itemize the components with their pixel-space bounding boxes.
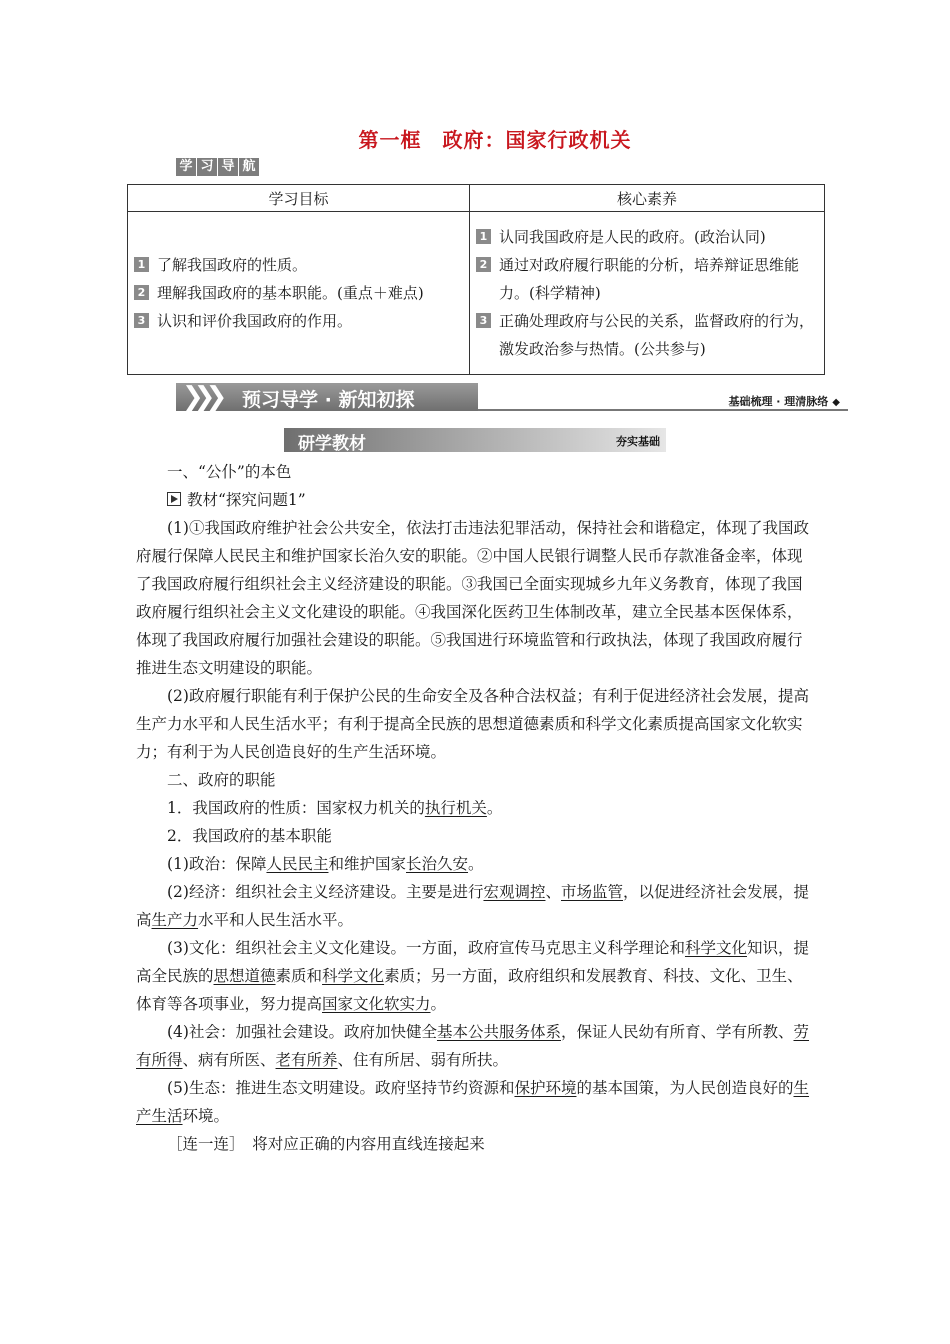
page-title: 第一框 政府：国家行政机关: [358, 128, 632, 152]
tag-char: 航: [239, 158, 259, 176]
political-function: (1)政治：保障人民民主和维护国家长治久安。: [167, 855, 484, 873]
goal-text: 认识和评价我国政府的作用。: [157, 312, 353, 330]
ecological-function: (5)生态：推进生态文明建设。政府坚持节约资源和保护环境的基本国策，为人民创造良好的生产生活环境。: [136, 1079, 810, 1125]
study-guide-tag: [176, 158, 259, 176]
cultural-function: (3)文化：组织社会主义文化建设。一方面，政府宣传马克思主义科学理论和科学文化知识，提高全民族的思想道德素质和科学文化素质；另一方面，政府组织和发展教育、科技、文化、卫生、体育等各项事业，努力提高国家文化软实力。: [136, 939, 809, 1013]
answer-blank: 老有所养: [275, 1051, 338, 1069]
answer-blank: 生产力: [151, 911, 199, 929]
goals-table: [127, 184, 825, 375]
answer-blank: 生产生活: [136, 1079, 810, 1125]
tag-char: 习: [197, 158, 217, 176]
play-icon: [167, 492, 181, 506]
goals-cell: [128, 212, 470, 375]
answer-blank: 市场监管: [561, 883, 624, 901]
number-icon: 3: [134, 313, 149, 328]
answer-blank: 人民民主: [266, 855, 329, 873]
goals-header: 学习目标: [128, 185, 470, 212]
literacy-item: [476, 223, 818, 251]
goal-item: [134, 307, 463, 335]
answer-blank: 科学文化: [322, 967, 385, 985]
answer-blank: 保护环境: [514, 1079, 577, 1097]
number-icon: 2: [134, 285, 149, 300]
answer-blank: 宏观调控: [483, 883, 546, 901]
number-icon: 2: [476, 257, 491, 272]
answer-blank: 长治久安: [406, 855, 469, 873]
paragraph: (2)政府履行职能有利于保护公民的生命安全及各种合法权益；有利于促进经济社会发展，提高生产力水平和人民生活水平；有利于提高全民族的思想道德素质和科学文化素质提高国家文化软实力；有利于为人民创造良好的生产生活环境。: [136, 687, 809, 761]
answer-blank: 科学文化: [684, 939, 747, 957]
sub-banner-subtitle: 夯实基础: [616, 435, 660, 448]
nature-line: 1．我国政府的性质：国家权力机关的执行机关。: [167, 799, 503, 817]
number-icon: 1: [134, 257, 149, 272]
matching-exercise: ［连一连］ 将对应正确的内容用直线连接起来: [167, 1135, 485, 1153]
literacy-item: [476, 251, 818, 307]
literacy-cell: [470, 212, 825, 375]
section-heading: 一、“公仆”的本色: [167, 463, 292, 481]
answer-blank: 劳有所得: [136, 1023, 810, 1069]
sub-banner: [284, 428, 666, 452]
functions-heading: 2．我国政府的基本职能: [167, 827, 332, 845]
goal-text: 了解我国政府的性质。: [157, 256, 308, 274]
number-icon: 3: [476, 313, 491, 328]
tag-char: 学: [176, 158, 196, 176]
banner-subtitle: 基础梳理 · 理清脉络 ◆: [728, 395, 840, 408]
economic-function: (2)经济：组织社会主义经济建设。主要是进行宏观调控、市场监管，以促进经济社会发展，提高生产力水平和人民生活水平。: [136, 883, 810, 929]
banner-title: 预习导学 · 新知初探: [242, 389, 415, 411]
goal-text: 理解我国政府的基本职能。(重点＋难点): [157, 284, 424, 302]
chevron-icon: ❯❯❯: [182, 382, 218, 412]
literacy-header: 核心素养: [470, 185, 825, 212]
goal-item: [134, 251, 463, 279]
social-function: (4)社会：加强社会建设。政府加快健全基本公共服务体系，保证人民幼有所育、学有所教、劳有所得、病有所医、老有所养、住有所居、弱有所扶。: [136, 1023, 810, 1069]
section-banner: [176, 381, 848, 415]
tag-char: 导: [218, 158, 238, 176]
content-body: [136, 458, 810, 1158]
sub-banner-title: 研学教材: [298, 434, 366, 454]
literacy-item: [476, 307, 818, 363]
material-label: 教材“探究问题1”: [136, 486, 810, 514]
literacy-text: 通过对政府履行职能的分析，培养辩证思维能力。(科学精神): [499, 256, 800, 302]
section-heading: 二、政府的职能: [167, 771, 276, 789]
answer-blank: 思想道德: [213, 967, 276, 985]
banner-line: [478, 409, 848, 411]
literacy-text: 认同我国政府是人民的政府。(政治认同): [499, 228, 766, 246]
diamond-icon: ◆: [832, 397, 840, 408]
answer-blank: 基本公共服务体系: [436, 1023, 561, 1041]
goal-item: [134, 279, 463, 307]
answer-blank: 执行机关: [424, 799, 487, 817]
paragraph: (1)①我国政府维护社会公共安全，依法打击违法犯罪活动，保持社会和谐稳定，体现了我国政府履行保障人民民主和维护国家长治久安的职能。②中国人民银行调整人民币存款准备金率，体现了我国政府履行组织社会主义经济建设的职能。③我国已全面实现城乡九年义务教育，体现了我国政府履行组织社会主义文化建设的职能。④我国深化医药卫生体制改革，建立全民基本医保体系，体现了我国政府履行加强社会建设的职能。⑤我国进行环境监管和行政执法，体现了我国政府履行推进生态文明建设的职能。: [136, 519, 809, 677]
answer-blank: 国家文化软实力: [322, 995, 431, 1013]
number-icon: 1: [476, 229, 491, 244]
literacy-text: 正确处理政府与公民的关系，监督政府的行为，激发政治参与热情。(公共参与): [499, 312, 815, 358]
